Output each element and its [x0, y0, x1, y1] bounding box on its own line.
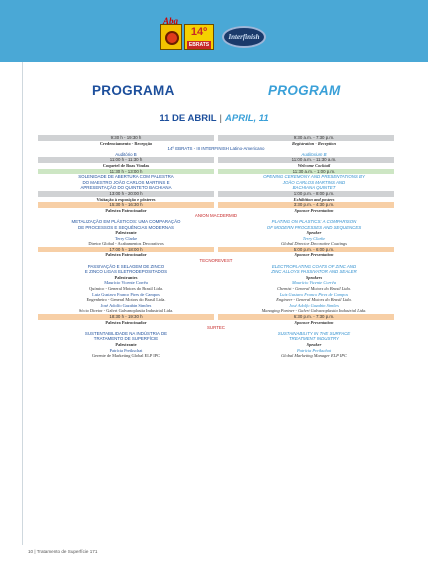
event-label: 14º EBRATS - III INTERFINISH Latino-Americano: [167, 146, 265, 152]
time-en: 1:00 p.m. - 8:00 p.m.: [293, 190, 335, 196]
time-en: 3:30 p.m. - 4:30 p.m.: [293, 202, 335, 208]
sub-pt: Credenciamento - Recepção: [99, 140, 153, 146]
aba-logo-text: Aba: [163, 16, 179, 26]
time-pt: 13:00 h - 20:00 h: [109, 190, 143, 196]
time-pt: 9:30 h - 19:30 h: [110, 135, 142, 140]
talk-pt: PASSIVAÇÃO E SELAGEM DE ZINCO: [87, 263, 165, 269]
sub-pt: Coquetel de Boas Vindas: [102, 162, 150, 168]
role-row: [38, 353, 394, 359]
talk-pt: SUSTENTABILIDADE NA INDÚSTRIA DE: [84, 330, 168, 336]
time-pt: 17:00 h - 18:00 h: [109, 246, 143, 252]
sub-en: Welcome Cocktail: [297, 162, 331, 168]
sponsor-label: SURTEC: [207, 325, 225, 331]
talk-pt: METALIZAÇÃO EM PLÁSTICOS: UMA COMPARAÇÃO: [71, 218, 181, 224]
sponsor-label: ANION MACDERMID: [194, 213, 238, 219]
sub-en: Sponsor Presentation: [294, 207, 334, 213]
talk-pt: TRATAMENTO DE SUPERFÍCIE: [93, 336, 159, 342]
name-pt: Terry Clarke: [114, 235, 138, 241]
role-pt: Químico - General Motors do Brasil Ltda.: [88, 286, 163, 292]
talk-en: SUSTAINABILITY IN THE SURFACE: [277, 330, 351, 336]
sub-pt: Palestra Patrocinador: [105, 252, 147, 258]
name-pt: José Adolfo Gazabin Simões: [100, 302, 152, 308]
role-en: Chemist - General Motors do Brasil Ltda.: [277, 286, 351, 292]
talk-en: JOÃO CARLOS MARTINS AND: [282, 179, 346, 185]
time-pt: 18:30 h - 19:30 h: [109, 314, 143, 319]
role-pt: Engenheiro - General Motors do Brasil Ltda.: [86, 297, 166, 303]
date-heading: [0, 113, 428, 124]
sub-pt: Visitação à exposição e pôsteres: [96, 196, 156, 202]
time-en: 5:00 p.m. - 6:00 p.m.: [293, 246, 335, 252]
sub-pt: Palestra Patrocinador: [105, 207, 147, 213]
sub-en: Sponsor Presentation: [294, 319, 334, 325]
room-pt: Auditório B: [115, 151, 137, 157]
talk-pt: APRESENTAÇÃO DO QUINTETO BACHIANA: [80, 185, 172, 191]
room-en: Auditorium B: [301, 151, 327, 157]
talk-en: TREATMENT INDUSTRY: [288, 336, 339, 342]
date-pt: 11 DE ABRIL: [159, 113, 217, 124]
sub-en: Registration - Reception: [292, 140, 336, 146]
role-pt: Sócio Diretor - Galvri Galvanoplastia Industrial Ltda.: [78, 308, 174, 314]
ebrats-logo-number: 14º: [190, 26, 208, 38]
sub-pt: Palestrantes: [114, 274, 138, 280]
name-pt: Luiz Gustavo Franco Pires de Campos: [92, 291, 160, 297]
talk-en: ELECTROPLATING COATS OF ZINC AND: [271, 263, 357, 269]
name-pt: Patrícia Preikschat: [109, 347, 143, 353]
sub-en: Speakers: [305, 274, 323, 280]
talk-en: PLATING ON PLASTICS: A COMPARISON: [271, 218, 357, 224]
page-footer: 10 | Tratamento de Superfície 171: [28, 549, 98, 554]
page-margin-rule: [22, 62, 23, 545]
sub-pt: Palestrante: [115, 341, 137, 347]
role-en: Global Marketing Manager ELP IPC: [281, 353, 347, 359]
date-en: APRIL, 11: [225, 113, 269, 124]
role-en: Global Director Decorative Coatings: [281, 241, 347, 247]
interfinish-logo-text: Interfinish: [228, 33, 260, 41]
sponsor-label: TECNOREVEST: [199, 258, 233, 264]
time-pt: 11:30 h - 13:00 h: [109, 168, 143, 174]
name-en: Luiz Gustavo Franco Pires de Campos: [279, 291, 349, 297]
time-en: 11:00 a.m. - 11:30 a.m.: [291, 157, 337, 163]
talk-en: ZINC ALLOYS PASSIVATOR AND SEALER: [271, 269, 357, 275]
name-en: Maurício Vicente Corrêa: [291, 280, 337, 286]
talk-en: OPENING CEREMONY AND PRESENTATIONS BY: [263, 174, 365, 180]
time-en: 6:30 p.m. - 7:30 p.m.: [293, 314, 335, 319]
name-en: José Adolfo Gazabin Simões: [288, 302, 340, 308]
role-en: Engineer - General Motors do Brasil Ltda.: [276, 297, 352, 303]
time-en: 11:30 a.m. - 1:00 p.m.: [292, 168, 336, 174]
name-pt: Maurício Vicente Corrêa: [104, 280, 148, 286]
sub-pt: Palestra Patrocinador: [105, 319, 147, 325]
talk-pt: DE PROCESSOS E SEQUÊNCIAS MODERNAS: [78, 224, 174, 230]
talk-en: BACHIANA QUINTET: [292, 185, 336, 191]
time-en: 9:30 a.m. - 7:30 p.m.: [293, 135, 335, 140]
header-banner: [0, 0, 428, 62]
role-pt: Diretor Global - Acabamentos Decorativos: [88, 241, 164, 247]
talk-en: OF MODERN PROCESSES AND SEQUENCES: [266, 224, 362, 230]
sub-pt: Palestrante: [115, 230, 137, 236]
sub-en: Exhibition and posters: [293, 196, 335, 202]
interfinish-logo: [222, 26, 266, 48]
ebrats-logo: [184, 24, 214, 50]
name-en: Terry Clarke: [302, 235, 326, 241]
sub-en: Speaker: [306, 341, 322, 347]
time-pt: 15:30 h - 16:30 h: [109, 202, 143, 208]
date-separator: |: [219, 113, 223, 124]
role-en: Managing Partner - Galvri Galvanoplastia Industrial Ltda.: [261, 308, 367, 314]
aba-logo: [160, 16, 182, 50]
name-en: Patrícia Preikschat: [296, 347, 332, 353]
title-programa: PROGRAMA: [92, 83, 175, 98]
sub-en: Speaker: [306, 230, 322, 236]
sun-icon: [165, 31, 179, 45]
talk-pt: E ZINCO LIGAS ELETRODEPOSITADOS: [84, 269, 168, 275]
talk-pt: SOLENIDADE DE ABERTURA COM PALESTRA: [78, 174, 174, 180]
schedule: [38, 135, 394, 359]
sub-en: Sponsor Presentation: [294, 252, 334, 258]
title-program: PROGRAM: [268, 83, 341, 98]
time-pt: 11:00 h - 11:30 h: [109, 157, 143, 163]
ebrats-logo-text: EBRATS: [188, 42, 210, 48]
role-pt: Gerente de Marketing Global ELP IPC: [91, 353, 161, 359]
talk-pt: DO MAESTRO JOÃO CARLOS MARTINS E: [82, 179, 170, 185]
